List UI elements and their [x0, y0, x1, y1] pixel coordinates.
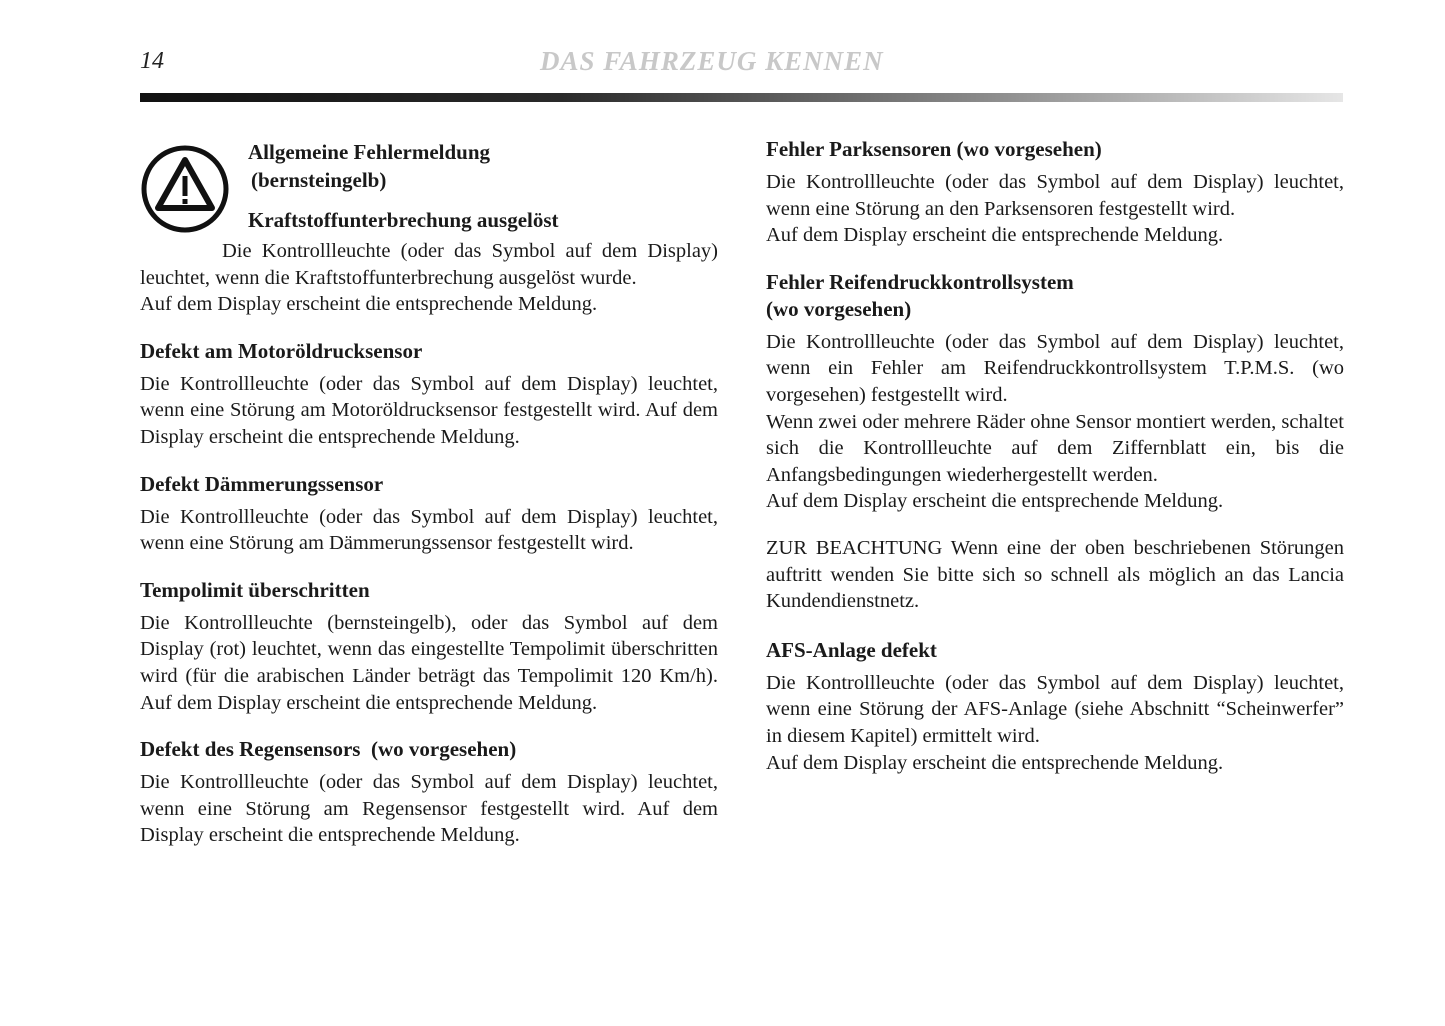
section-parksensoren — [766, 136, 1344, 249]
section-text2: Auf dem Display erscheint die entsprechende Meldung. — [766, 224, 1224, 247]
left-column — [140, 138, 718, 869]
section-text: Die Kontrollleuchte (oder das Symbol auf dem Display) leuchtet, wenn eine Störung am Motoröldrucksensor festgestellt wird. Auf dem Display erscheint die entsprechende Meldung. — [140, 372, 718, 448]
warning-block — [140, 138, 718, 238]
warning-body — [140, 238, 718, 318]
section-tempolimit — [140, 577, 718, 716]
header-rule — [140, 93, 1343, 102]
section-title: Tempolimit überschritten — [140, 577, 370, 602]
section-text3: Auf dem Display erscheint die entsprechende Meldung. — [766, 490, 1224, 513]
section-text2: Wenn zwei oder mehrere Räder ohne Sensor montiert werden, schaltet sich die Kontrollleuchte auf dem Ziffernblatt ein, bis die Anfangsbedingungen wiederhergestellt werden. — [766, 410, 1344, 486]
warning-body-text: Die Kontrollleuchte (oder das Symbol auf dem Display) leuchtet, wenn die Kraftstoffunterbrechung ausgelöst wurde. — [140, 240, 718, 289]
section-title: Defekt am Motoröldrucksensor — [140, 338, 423, 363]
warning-triangle-icon — [140, 144, 230, 234]
section-title: Defekt des Regensensors (wo vorgesehen) — [140, 737, 517, 762]
section-title-line2: (wo vorgesehen) — [766, 296, 912, 321]
section-title: Fehler Reifendruckkontrollsystem — [766, 269, 1074, 294]
warning-body-text2: Auf dem Display erscheint die entsprechende Meldung. — [140, 293, 598, 316]
section-title: AFS-Anlage defekt — [766, 637, 937, 662]
running-head: DAS FAHRZEUG KENNEN — [540, 46, 884, 76]
section-daemmerung — [140, 471, 718, 557]
section-title: Fehler Parksensoren (wo vorgesehen) — [766, 137, 1102, 161]
note-beachtung: ZUR BEACHTUNG Wenn eine der oben beschriebenen Störungen auftritt wenden Sie bitte sich so schnell als möglich an das Lancia Kundendienstnetz. — [766, 536, 1344, 613]
section-text: Die Kontrollleuchte (oder das Symbol auf dem Display) leuchtet, wenn eine Störung am Dämmerungssensor festgestellt wird. — [140, 505, 718, 555]
warning-subtitle: Kraftstoffunterbrechung ausgelöst — [248, 208, 559, 232]
section-afs — [766, 637, 1344, 776]
warning-title-line1: Allgemeine Fehlermeldung — [248, 140, 491, 164]
section-text: Die Kontrollleuchte (bernsteingelb), oder das Symbol auf dem Display (rot) leuchtet, wenn das eingestellte Tempolimit überschritten wird (für die arabischen Länder beträgt das Tempolimit 120 Km/h). Auf dem Display erscheint die entsprechende Meldung. — [140, 611, 718, 714]
section-title: Defekt Dämmerungssensor — [140, 471, 384, 496]
section-text: Die Kontrollleuchte (oder das Symbol auf dem Display) leuchtet, wenn eine Störung an den Parksensoren festgestellt wird. — [766, 171, 1344, 220]
section-reifendruck — [766, 269, 1344, 515]
warning-title-line2: (bernsteingelb) — [251, 168, 387, 192]
section-regensensor — [140, 736, 718, 849]
section-motoroel — [140, 338, 718, 451]
page-number: 14 — [140, 48, 164, 74]
section-text2: Auf dem Display erscheint die entsprechende Meldung. — [766, 751, 1224, 774]
section-text: Die Kontrollleuchte (oder das Symbol auf dem Display) leuchtet, wenn eine Störung der AFS-Anlage (siehe Abschnitt “Scheinwerfer” in diesem Kapitel) ermittelt wird. — [766, 671, 1344, 747]
right-column — [766, 136, 1344, 796]
section-text: Die Kontrollleuchte (oder das Symbol auf dem Display) leuchtet, wenn eine Störung am Regensensor festgestellt wird. Auf dem Display erscheint die entsprechende Meldung. — [140, 771, 718, 847]
section-text: Die Kontrollleuchte (oder das Symbol auf dem Display) leuchtet, wenn ein Fehler am Reifendruckkontrollsystem T.P.M.S. (wo vorgesehen) festgestellt wird. — [766, 330, 1344, 406]
